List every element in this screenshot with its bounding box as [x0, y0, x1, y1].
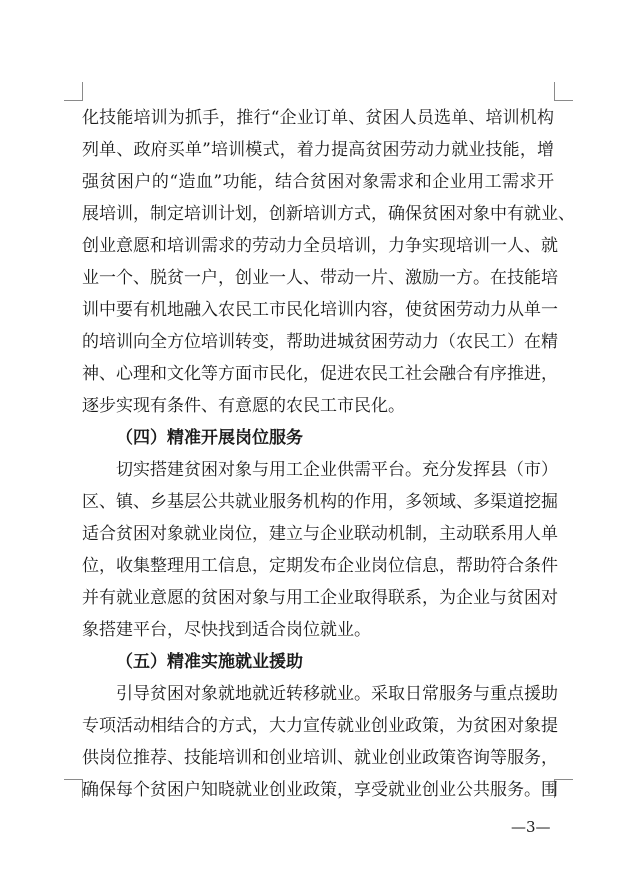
text-line: 化技能培训为抓手，推行“企业订单、贫困人员选单、培训机构 [82, 108, 554, 128]
text-line: 区、镇、乡基层公共就业服务机构的作用，多领域、多渠道挖掘 [82, 492, 558, 512]
text-line: 象搭建平台，尽快找到适合岗位就业。 [82, 620, 371, 640]
crop-mark-top-right [554, 82, 573, 101]
text-line: 供岗位推荐、技能培训和创业培训、就业创业政策咨询等服务， [82, 748, 558, 768]
text-line: 引导贫困对象就地就近转移就业。采取日常服务与重点援助 [116, 684, 558, 704]
text-line: 位，收集整理用工信息，定期发布企业岗位信息，帮助符合条件 [82, 556, 558, 576]
text-line: 训中要有机地融入农民工市民化培训内容，使贫困劳动力从单一 [82, 300, 558, 320]
paragraph-job-services [82, 454, 558, 646]
text-line: 创业意愿和培训需求的劳动力全员培训，力争实现培训一人、就 [82, 236, 558, 256]
text-line: 逐步实现有条件、有意愿的农民工市民化。 [82, 396, 405, 416]
text-line: 切实搭建贫困对象与用工企业供需平台。充分发挥县（市） [116, 460, 558, 480]
text-line: 并有就业意愿的贫困对象与用工企业取得联系，为企业与贫困对 [82, 588, 558, 608]
crop-mark-bottom-left [64, 779, 83, 798]
section-heading-5: （五）精准实施就业援助 [116, 652, 303, 672]
paragraph-employment-assistance [82, 678, 558, 806]
text-line: 适合贫困对象就业岗位，建立与企业联动机制，主动联系用人单 [82, 524, 558, 544]
text-line: 专项活动相结合的方式，大力宣传就业创业政策，为贫困对象提 [82, 716, 558, 736]
crop-mark-top-left [64, 82, 83, 101]
text-line: 神、心理和文化等方面市民化，促进农民工社会融合有序推进， [82, 364, 558, 384]
text-line: 强贫困户的“造血”功能，结合贫困对象需求和企业用工需求开 [82, 172, 554, 192]
page-number: —3— [511, 818, 551, 836]
text-line: 的培训向全方位培训转变，帮助进城贫困劳动力（农民工）在精 [82, 332, 558, 352]
text-line: 业一个、脱贫一户，创业一人、带动一片、激励一方。在技能培 [82, 268, 558, 288]
document-body [82, 102, 575, 806]
text-line: 展培训，制定培训计划，创新培训方式，确保贫困对象中有就业、 [82, 204, 575, 224]
paragraph-skills-training [82, 102, 575, 422]
section-heading-4: （四）精准开展岗位服务 [116, 428, 303, 448]
text-line: 列单、政府买单”培训模式，着力提高贫困劳动力就业技能，增 [82, 140, 554, 160]
text-line: 确保每个贫困户知晓就业创业政策，享受就业创业公共服务。围 [82, 780, 558, 800]
